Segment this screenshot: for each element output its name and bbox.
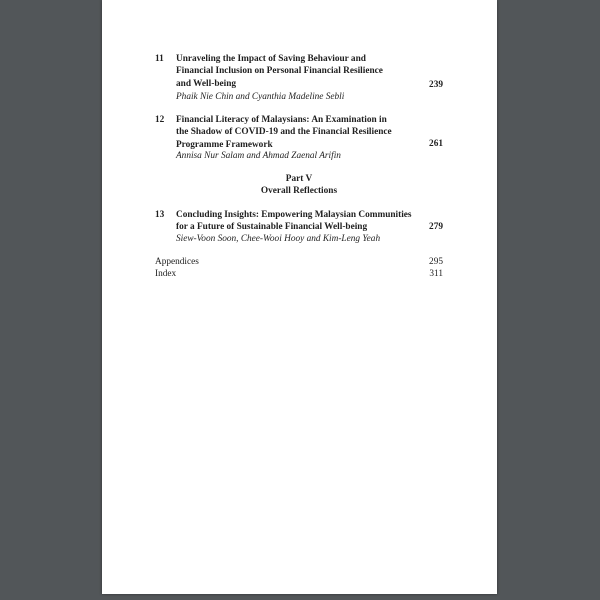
back-matter-label: Index [155,269,177,279]
chapter-number: 11 [155,54,164,64]
chapter-number: 12 [155,115,165,125]
document-page [102,0,497,594]
part-title: Overall Reflections [260,186,338,196]
back-matter-label: Appendices [155,257,199,267]
chapter-title [176,209,426,234]
chapter-authors: Siew-Voon Soon, Chee-Wooi Hooy and Kim-Leng Yeah [176,234,381,244]
chapter-title-line: Financial Inclusion on Personal Financial Resilience [176,66,383,77]
chapter-title [176,114,426,151]
chapter-title [176,53,426,90]
chapter-title-line: for a Future of Sustainable Financial Well-being [176,222,368,233]
chapter-title-line: the Shadow of COVID-19 and the Financial Resilience [176,127,392,138]
chapter-title-line: Financial Literacy of Malaysians: An Examination in [176,115,387,125]
part-label: Part V [285,174,313,184]
chapter-title-line: Programme Framework [176,139,273,150]
chapter-number: 13 [155,210,165,220]
back-matter-page-number: 295 [429,257,443,267]
chapter-authors: Annisa Nur Salam and Ahmad Zaenal Arifin [176,151,341,161]
chapter-title-line: Concluding Insights: Empowering Malaysian Communities [176,210,412,220]
chapter-title-line: Unraveling the Impact of Saving Behaviour and [176,54,366,64]
back-matter-page-number: 311 [429,269,443,279]
chapter-page-number: 279 [429,222,443,232]
chapter-page-number: 239 [429,80,443,90]
chapter-page-number: 261 [429,139,443,149]
chapter-title-line: and Well-being [176,78,237,89]
chapter-authors: Phaik Nie Chin and Cyanthia Madeline Sebli [176,92,345,102]
